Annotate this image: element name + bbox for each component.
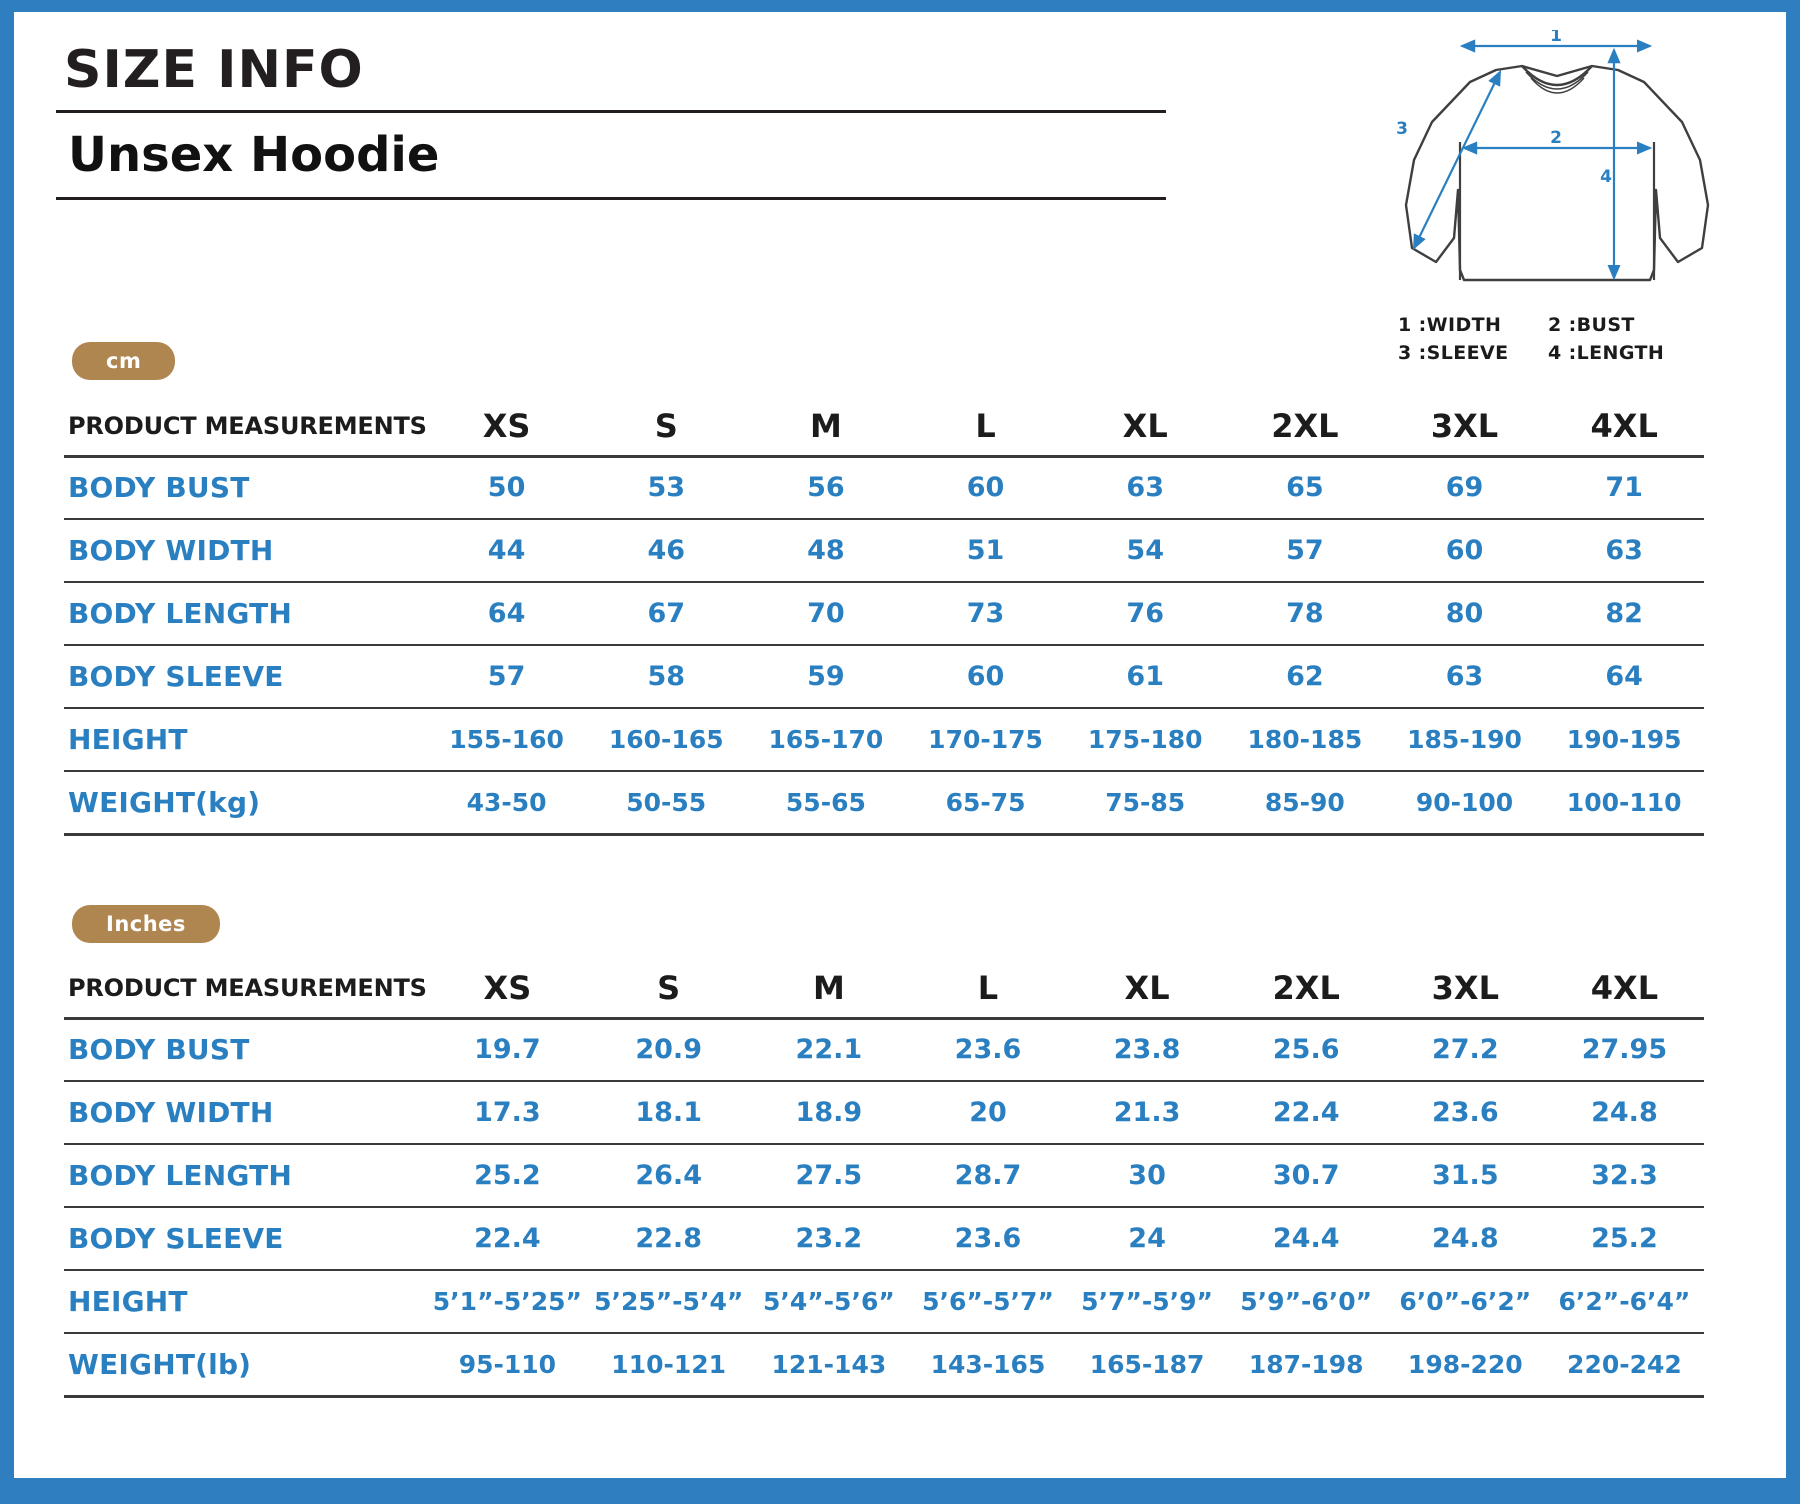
svg-text:1: 1 xyxy=(1550,30,1562,46)
row-label: HEIGHT xyxy=(64,708,427,771)
cell-value: 21.3 xyxy=(1068,1081,1227,1144)
cell-value: 46 xyxy=(586,519,746,582)
cell-value: 187-198 xyxy=(1227,1333,1386,1396)
cell-value: 18.9 xyxy=(749,1081,908,1144)
cell-value: 48 xyxy=(746,519,906,582)
table-row xyxy=(64,771,1704,834)
page-title: SIZE INFO xyxy=(64,40,364,100)
cell-value: 19.7 xyxy=(427,1018,588,1081)
cell-value: 20 xyxy=(908,1081,1067,1144)
cell-value: 190-195 xyxy=(1544,708,1704,771)
title-divider-bottom xyxy=(56,197,1166,200)
table-row xyxy=(64,708,1704,771)
cell-value: 62 xyxy=(1225,645,1385,708)
cell-value: 73 xyxy=(906,582,1066,645)
unit-badge-inches-wrap xyxy=(72,905,220,943)
cell-value: 32.3 xyxy=(1545,1144,1704,1207)
row-label: BODY LENGTH xyxy=(64,1144,427,1207)
cell-value: 23.6 xyxy=(908,1207,1067,1270)
column-header-measurements: PRODUCT MEASUREMENTS xyxy=(64,960,427,1018)
table-row xyxy=(64,519,1704,582)
column-header-s: S xyxy=(588,960,749,1018)
cell-value: 95-110 xyxy=(427,1333,588,1396)
cell-value: 80 xyxy=(1385,582,1545,645)
cell-value: 180-185 xyxy=(1225,708,1385,771)
cell-value: 30.7 xyxy=(1227,1144,1386,1207)
cell-value: 6’2”-6’4” xyxy=(1545,1270,1704,1333)
legend-item-bust: 2 :BUST xyxy=(1548,314,1635,336)
cell-value: 24 xyxy=(1068,1207,1227,1270)
cell-value: 22.1 xyxy=(749,1018,908,1081)
row-label: WEIGHT(kg) xyxy=(64,771,427,834)
cell-value: 57 xyxy=(1225,519,1385,582)
column-header-xl: XL xyxy=(1065,398,1225,456)
cell-value: 160-165 xyxy=(586,708,746,771)
cell-value: 44 xyxy=(427,519,587,582)
cell-value: 5’6”-5’7” xyxy=(908,1270,1067,1333)
column-header-3xl: 3XL xyxy=(1386,960,1545,1018)
cell-value: 28.7 xyxy=(908,1144,1067,1207)
table-row xyxy=(64,1018,1704,1081)
column-header-3xl: 3XL xyxy=(1385,398,1545,456)
legend-item-sleeve: 3 :SLEEVE xyxy=(1398,341,1509,364)
cell-value: 55-65 xyxy=(746,771,906,834)
legend-row xyxy=(1398,340,1738,368)
cell-value: 5’1”-5’25” xyxy=(427,1270,588,1333)
size-table-inches xyxy=(64,960,1704,1398)
cell-value: 5’4”-5’6” xyxy=(749,1270,908,1333)
cell-value: 23.2 xyxy=(749,1207,908,1270)
title-divider-top xyxy=(56,110,1166,113)
cell-value: 23.6 xyxy=(1386,1081,1545,1144)
table-row xyxy=(64,1333,1704,1396)
cell-value: 64 xyxy=(427,582,587,645)
cell-value: 26.4 xyxy=(588,1144,749,1207)
cell-value: 75-85 xyxy=(1065,771,1225,834)
row-label: BODY SLEEVE xyxy=(64,645,427,708)
row-label: BODY SLEEVE xyxy=(64,1207,427,1270)
svg-text:4: 4 xyxy=(1600,167,1612,187)
cell-value: 24.8 xyxy=(1386,1207,1545,1270)
column-header-m: M xyxy=(749,960,908,1018)
cell-value: 50-55 xyxy=(586,771,746,834)
cell-value: 100-110 xyxy=(1544,771,1704,834)
row-label: WEIGHT(lb) xyxy=(64,1333,427,1396)
cell-value: 17.3 xyxy=(427,1081,588,1144)
cell-value: 22.4 xyxy=(1227,1081,1386,1144)
cell-value: 70 xyxy=(746,582,906,645)
unit-badge-cm: cm xyxy=(72,342,175,380)
diagram-legend xyxy=(1398,312,1738,367)
unit-badge-inches: Inches xyxy=(72,905,220,943)
cell-value: 90-100 xyxy=(1385,771,1545,834)
cell-value: 25.2 xyxy=(1545,1207,1704,1270)
cell-value: 58 xyxy=(586,645,746,708)
cell-value: 85-90 xyxy=(1225,771,1385,834)
cell-value: 43-50 xyxy=(427,771,587,834)
svg-text:3: 3 xyxy=(1396,119,1408,139)
row-label: BODY BUST xyxy=(64,1018,427,1081)
cell-value: 65-75 xyxy=(906,771,1066,834)
cell-value: 20.9 xyxy=(588,1018,749,1081)
frame-border-left xyxy=(0,0,14,1504)
cell-value: 165-170 xyxy=(746,708,906,771)
row-label: BODY WIDTH xyxy=(64,519,427,582)
cell-value: 175-180 xyxy=(1065,708,1225,771)
cell-value: 69 xyxy=(1385,456,1545,519)
row-label: BODY WIDTH xyxy=(64,1081,427,1144)
cell-value: 18.1 xyxy=(588,1081,749,1144)
cell-value: 71 xyxy=(1544,456,1704,519)
row-label: BODY LENGTH xyxy=(64,582,427,645)
table-row xyxy=(64,1270,1704,1333)
cell-value: 63 xyxy=(1065,456,1225,519)
frame-border-top xyxy=(0,0,1800,12)
cell-value: 59 xyxy=(746,645,906,708)
legend-row xyxy=(1398,312,1738,340)
table-header-row xyxy=(64,960,1704,1018)
cell-value: 64 xyxy=(1544,645,1704,708)
cell-value: 155-160 xyxy=(427,708,587,771)
hoodie-diagram-svg xyxy=(1392,30,1722,350)
cell-value: 27.95 xyxy=(1545,1018,1704,1081)
cell-value: 50 xyxy=(427,456,587,519)
table-row xyxy=(64,456,1704,519)
cell-value: 60 xyxy=(906,456,1066,519)
cell-value: 23.8 xyxy=(1068,1018,1227,1081)
cell-value: 27.2 xyxy=(1386,1018,1545,1081)
table-row xyxy=(64,1081,1704,1144)
column-header-l: L xyxy=(906,398,1066,456)
cell-value: 78 xyxy=(1225,582,1385,645)
column-header-l: L xyxy=(908,960,1067,1018)
cell-value: 22.8 xyxy=(588,1207,749,1270)
cell-value: 220-242 xyxy=(1545,1333,1704,1396)
svg-text:2: 2 xyxy=(1550,128,1562,148)
cell-value: 65 xyxy=(1225,456,1385,519)
unit-badge-cm-wrap xyxy=(72,342,175,380)
cell-value: 31.5 xyxy=(1386,1144,1545,1207)
cell-value: 82 xyxy=(1544,582,1704,645)
cell-value: 60 xyxy=(906,645,1066,708)
cell-value: 185-190 xyxy=(1385,708,1545,771)
cell-value: 57 xyxy=(427,645,587,708)
cell-value: 24.8 xyxy=(1545,1081,1704,1144)
cell-value: 60 xyxy=(1385,519,1545,582)
page-content xyxy=(14,12,1786,1478)
column-header-xl: XL xyxy=(1068,960,1227,1018)
cell-value: 121-143 xyxy=(749,1333,908,1396)
cell-value: 24.4 xyxy=(1227,1207,1386,1270)
cell-value: 22.4 xyxy=(427,1207,588,1270)
legend-item-length: 4 :LENGTH xyxy=(1548,341,1665,364)
cell-value: 5’9”-6’0” xyxy=(1227,1270,1386,1333)
column-header-xs: XS xyxy=(427,960,588,1018)
hoodie-diagram xyxy=(1392,30,1722,350)
product-name: Unsex Hoodie xyxy=(68,127,440,183)
cell-value: 6’0”-6’2” xyxy=(1386,1270,1545,1333)
cell-value: 165-187 xyxy=(1068,1333,1227,1396)
cell-value: 67 xyxy=(586,582,746,645)
cell-value: 54 xyxy=(1065,519,1225,582)
column-header-s: S xyxy=(586,398,746,456)
column-header-measurements: PRODUCT MEASUREMENTS xyxy=(64,398,427,456)
cell-value: 30 xyxy=(1068,1144,1227,1207)
cell-value: 143-165 xyxy=(908,1333,1067,1396)
cell-value: 25.6 xyxy=(1227,1018,1386,1081)
header xyxy=(56,40,1166,200)
cell-value: 27.5 xyxy=(749,1144,908,1207)
column-header-2xl: 2XL xyxy=(1227,960,1386,1018)
size-table-cm xyxy=(64,398,1704,836)
cell-value: 198-220 xyxy=(1386,1333,1545,1396)
cell-value: 51 xyxy=(906,519,1066,582)
cell-value: 61 xyxy=(1065,645,1225,708)
cell-value: 25.2 xyxy=(427,1144,588,1207)
table-row xyxy=(64,645,1704,708)
column-header-xs: XS xyxy=(427,398,587,456)
cell-value: 170-175 xyxy=(906,708,1066,771)
frame-border-bottom xyxy=(0,1478,1800,1504)
table-header-row xyxy=(64,398,1704,456)
column-header-4xl: 4XL xyxy=(1545,960,1704,1018)
cell-value: 23.6 xyxy=(908,1018,1067,1081)
cell-value: 76 xyxy=(1065,582,1225,645)
cell-value: 63 xyxy=(1544,519,1704,582)
legend-item-width: 1 :WIDTH xyxy=(1398,314,1502,336)
cell-value: 53 xyxy=(586,456,746,519)
table-row xyxy=(64,1207,1704,1270)
cell-value: 56 xyxy=(746,456,906,519)
column-header-4xl: 4XL xyxy=(1544,398,1704,456)
column-header-m: M xyxy=(746,398,906,456)
row-label: HEIGHT xyxy=(64,1270,427,1333)
table-row xyxy=(64,1144,1704,1207)
frame-border-right xyxy=(1786,0,1800,1504)
cell-value: 5’25”-5’4” xyxy=(588,1270,749,1333)
column-header-2xl: 2XL xyxy=(1225,398,1385,456)
table-row xyxy=(64,582,1704,645)
cell-value: 5’7”-5’9” xyxy=(1068,1270,1227,1333)
cell-value: 63 xyxy=(1385,645,1545,708)
row-label: BODY BUST xyxy=(64,456,427,519)
cell-value: 110-121 xyxy=(588,1333,749,1396)
